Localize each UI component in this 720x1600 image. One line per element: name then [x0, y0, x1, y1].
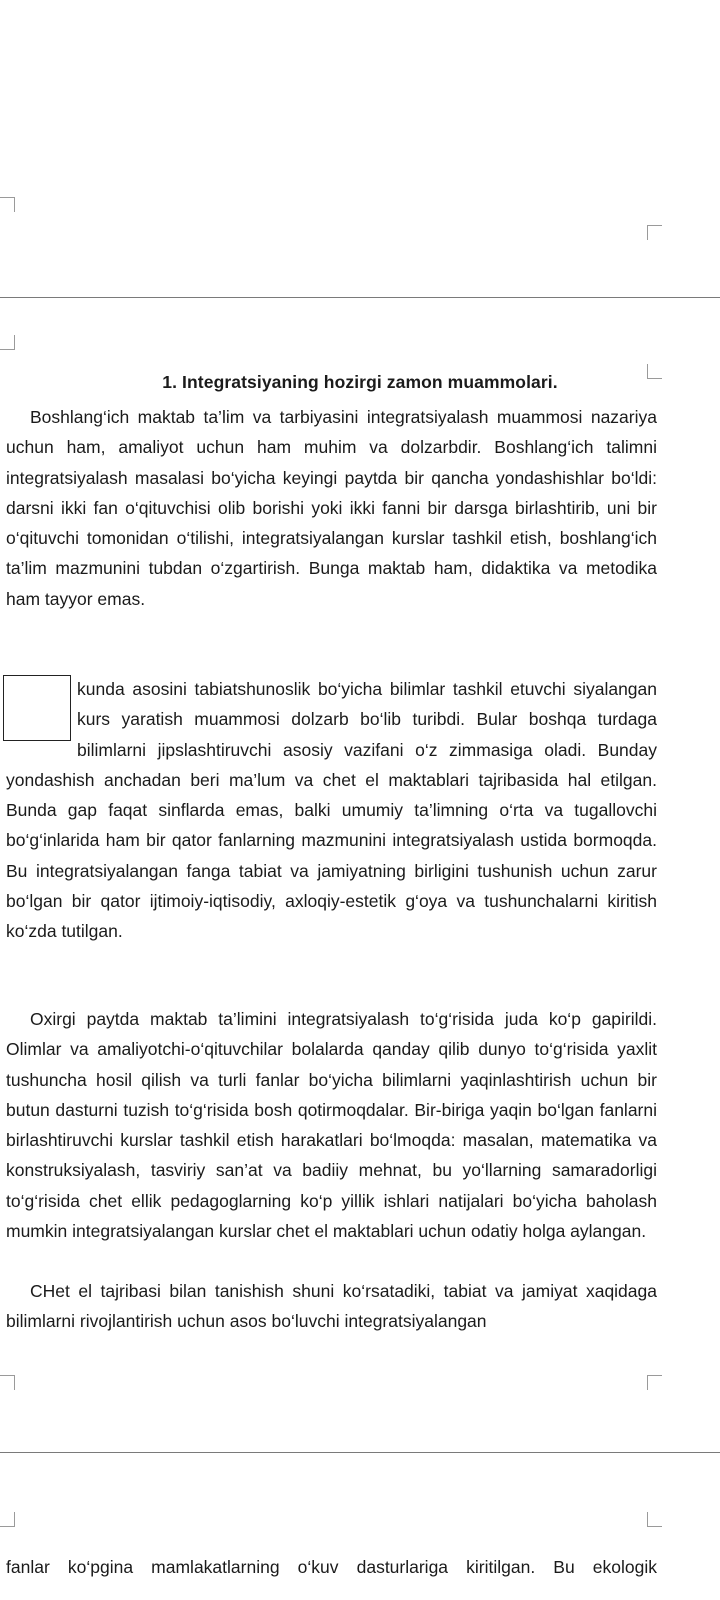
page-corner-mark [0, 1512, 15, 1527]
paragraph-1: Boshlang‘ich maktab ta’lim va tarbiyasini integratsiyalash muammosi nazariya uchun ham, amaliyot uchun ham muhim va dolzarbdir. Boshlang‘ich talimni integratsiyalash masalasi bo‘yicha keyingi paytda bir qancha yondashishlar bo‘ldi: darsni ikki fan o‘qituvchisi olib borishi yoki ikki fanni bir darsga birlashtirib, uni bir o‘qituvchi tomonidan o‘tilishi, integratsiyalangan kurslar tashkil etish, boshlang‘ich ta’lim mazmunini tubdan o‘zgartirish. Bunga maktab ham, didaktika va metodika ham tayyor emas. [6, 407, 657, 609]
page-corner-mark [647, 1512, 662, 1527]
page-corner-mark [0, 1375, 15, 1390]
section-heading: 1. Integratsiyaning hozirgi zamon muammolari. [162, 372, 558, 392]
page-separator [0, 297, 720, 298]
page-corner-mark [0, 335, 15, 350]
paragraph-3: Oxirgi paytda maktab ta’limini integratsiyalash to‘g‘risida juda ko‘p gapirildi. Olimlar va amaliyotchi-o‘qituvchilar bolalarda qanday qilib dunyo to‘g‘risida yaxlit tushuncha hosil qilish va turli fanlar bo‘yicha bilimlarni yaqinlashtirish uchun bir butun dasturni tuzish to‘g‘risida bosh qotirmoqdalar. Bir-biriga yaqin bo‘lgan fanlarni birlashtiruvchi kurslar tashkil etish harakatlari bo‘lmoqda: masalan, matematika va konstruksiyalash, tasviriy san’at va badiiy mehnat, bu yo‘llarning samaradorligi to‘g‘risida chet ellik pedagoglarning ko‘p yillik ishlari natijalari bo‘yicha baholash mumkin integratsiyalangan kurslar chet el maktablari uchun odatiy holga aylangan. [6, 1009, 657, 1242]
page-corner-mark [0, 197, 15, 212]
page-separator [0, 1452, 720, 1453]
paragraph-2: kunda asosini tabiatshunoslik bo‘yicha bilimlar tashkil etuvchi siyalangan kurs yaratish muammosi dolzarb bo‘lib turibdi. Bular boshqa turdaga bilimlarni jipslashtiruvchi asosiy vazifani o‘z zimmasiga oladi. Bunday yondashish anchadan beri ma’lum va chet el maktablari tajribasida hal etilgan. Bunda gap faqat sinflarda emas, balki umumiy ta’limning o‘rta va tugallovchi bo‘g‘inlarida ham bir qator fanlarning mazmunini integratsiyalash ustida bormoqda. Bu integratsiyalangan fanga tabiat va jamiyatning birligini tushunish uchun zarur bo‘lgan bir qator ijtimoiy-iqtisodiy, axloqiy-estetik g‘oya va tushunchalarni kiritish ko‘zda tutilgan. [6, 674, 657, 947]
page-corner-mark [647, 1375, 662, 1390]
page-corner-mark [647, 225, 662, 240]
embedded-image-box [3, 675, 71, 741]
next-page-text-line: fanlar ko‘pgina mamlakatlarning o‘kuv dasturlariga kiritilgan. Bu ekologik [6, 1557, 657, 1577]
paragraph-4: CHet el tajribasi bilan tanishish shuni ko‘rsatadiki, tabiat va jamiyat xaqidaga bilimlarni rivojlantirish uchun asos bo‘luvchi integratsiyalangan [6, 1281, 657, 1332]
